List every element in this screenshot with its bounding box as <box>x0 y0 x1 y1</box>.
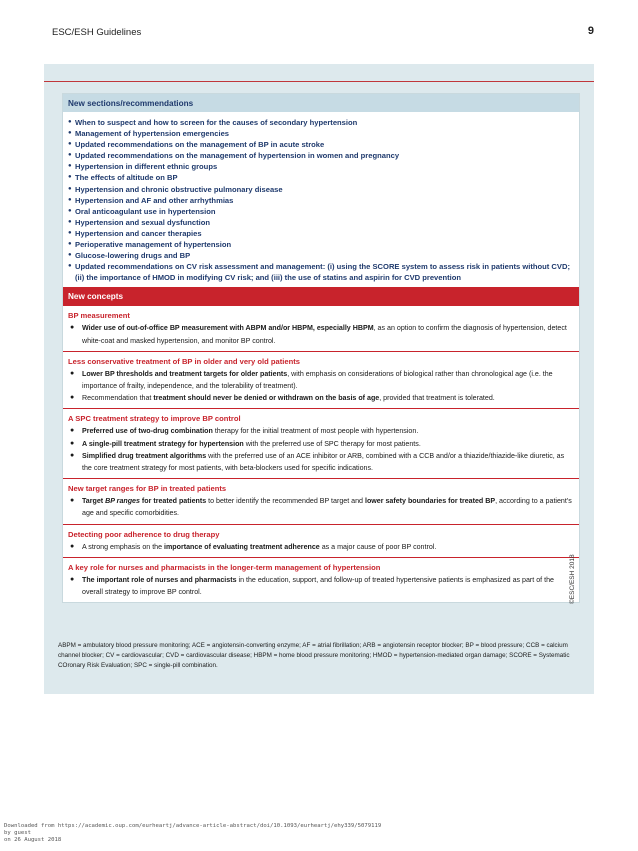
summary-panel <box>44 64 594 694</box>
list-item: ● Perioperative management of hypertension <box>68 239 574 250</box>
abbreviations-footnote: ABPM = ambulatory blood pressure monitoring; ACE = angiotensin-converting enzyme; AF = atrial fibrillation; ARB = angiotensin receptor blocker; BP = blood pressure; CCB = calcium channel blocker; CV = cardiovascular; CVD = cardiovascular disease; HBPM = home blood pressure monitoring; HMOD = hypertension-mediated organ damage; SCORE = Systematic COronary Risk Evaluation; SPC = single-pill combination. <box>58 642 570 669</box>
list-item: ● Hypertension and AF and other arrhythmias <box>68 195 574 206</box>
summary-box <box>62 93 580 603</box>
list-item: ● Hypertension and cancer therapies <box>68 228 574 239</box>
list-item: ● The effects of altitude on BP <box>68 172 574 183</box>
concept-adherence <box>63 524 579 557</box>
concept-title: Detecting poor adherence to drug therapy <box>68 529 220 539</box>
list-item: ● A strong emphasis on the importance of evaluating treatment adherence as a major cause of poor BP control. <box>68 541 574 553</box>
download-notice <box>4 823 381 845</box>
concept-bp-measurement <box>63 305 579 350</box>
list-item: ● Updated recommendations on the management of hypertension in women and pregnancy <box>68 150 574 161</box>
list-item: ● Wider use of out-of-office BP measurement with ABPM and/or HBPM, especially HBPM, as an option to confirm the diagnosis of hypertension, detect white-coat and masked hypertension, and monitor BP control. <box>68 322 574 346</box>
new-sections-list <box>63 112 579 287</box>
list-item: ● Updated recommendations on CV risk assessment and management: (i) using the SCORE system to assess risk in patients without CVD; (ii) the importance of HMOD in modifying CV risk; and (iii) the use of statins and aspirin for CVD prevention <box>68 261 574 283</box>
running-head: ESC/ESH Guidelines <box>52 27 142 38</box>
list-item: ● Hypertension in different ethnic groups <box>68 161 574 172</box>
concept-title: A key role for nurses and pharmacists in the longer-term management of hypertension <box>68 562 381 572</box>
list-item: ● Hypertension and chronic obstructive pulmonary disease <box>68 184 574 195</box>
new-concepts-heading: New concepts <box>63 287 579 305</box>
download-line: on 26 August 2018 <box>4 837 62 844</box>
panel-top-rule <box>44 81 594 82</box>
list-item: ● Target BP ranges for treated patients to better identify the recommended BP target and lower safety boundaries for treated BP, according to a patient's age and specific comorbidities. <box>68 495 574 519</box>
concept-title: Less conservative treatment of BP in older and very old patients <box>68 356 300 366</box>
concept-title: BP measurement <box>68 311 130 321</box>
list-item: ● Management of hypertension emergencies <box>68 128 574 139</box>
list-item: ● Preferred use of two-drug combination therapy for the initial treatment of most people with hypertension. <box>68 425 574 437</box>
copyright-stamp: ©ESC/ESH 2018 <box>569 554 576 604</box>
list-item: ● Oral anticoagulant use in hypertension <box>68 206 574 217</box>
list-item: ● Recommendation that treatment should never be denied or withdrawn on the basis of age, provided that treatment is tolerated. <box>68 392 574 404</box>
list-item: ● The important role of nurses and pharmacists in the education, support, and follow-up of treated hypertensive patients is emphasized as part of the overall strategy to improve BP control. <box>68 574 574 598</box>
new-sections-heading: New sections/recommendations <box>63 94 579 112</box>
list-item: ● Hypertension and sexual dysfunction <box>68 217 574 228</box>
list-item: ● When to suspect and how to screen for the causes of secondary hypertension <box>68 117 574 128</box>
list-item: ● Glucose-lowering drugs and BP <box>68 250 574 261</box>
concept-title: A SPC treatment strategy to improve BP control <box>68 414 241 424</box>
concept-spc-strategy <box>63 408 579 478</box>
concept-title: New target ranges for BP in treated patients <box>68 484 227 494</box>
download-line: by guest <box>4 830 31 837</box>
concept-older-patients <box>63 351 579 409</box>
list-item: ● Lower BP thresholds and treatment targets for older patients, with emphasis on considerations of biological rather than chronological age (i.e. the importance of frailty, independence, and the tolerability of treatment). <box>68 368 574 392</box>
list-item: ● Updated recommendations on the management of BP in acute stroke <box>68 139 574 150</box>
list-item: ● Simplified drug treatment algorithms with the preferred use of an ACE inhibitor or ARB, combined with a CCB and/or a thiazide/thiazide-like diuretic, as the core treatment strategy for most patients, with beta-blockers used for specific indications. <box>68 450 574 474</box>
download-line: Downloaded from https://academic.oup.com/eurheartj/advance-article-abstract/doi/10.1093/eurheartj/ehy339/5079119 <box>4 823 382 829</box>
page-number: 9 <box>587 25 594 37</box>
list-item: ● A single-pill treatment strategy for hypertension with the preferred use of SPC therapy for most patients. <box>68 438 574 450</box>
concept-nurses-pharmacists <box>63 557 579 602</box>
concept-target-ranges <box>63 478 579 523</box>
